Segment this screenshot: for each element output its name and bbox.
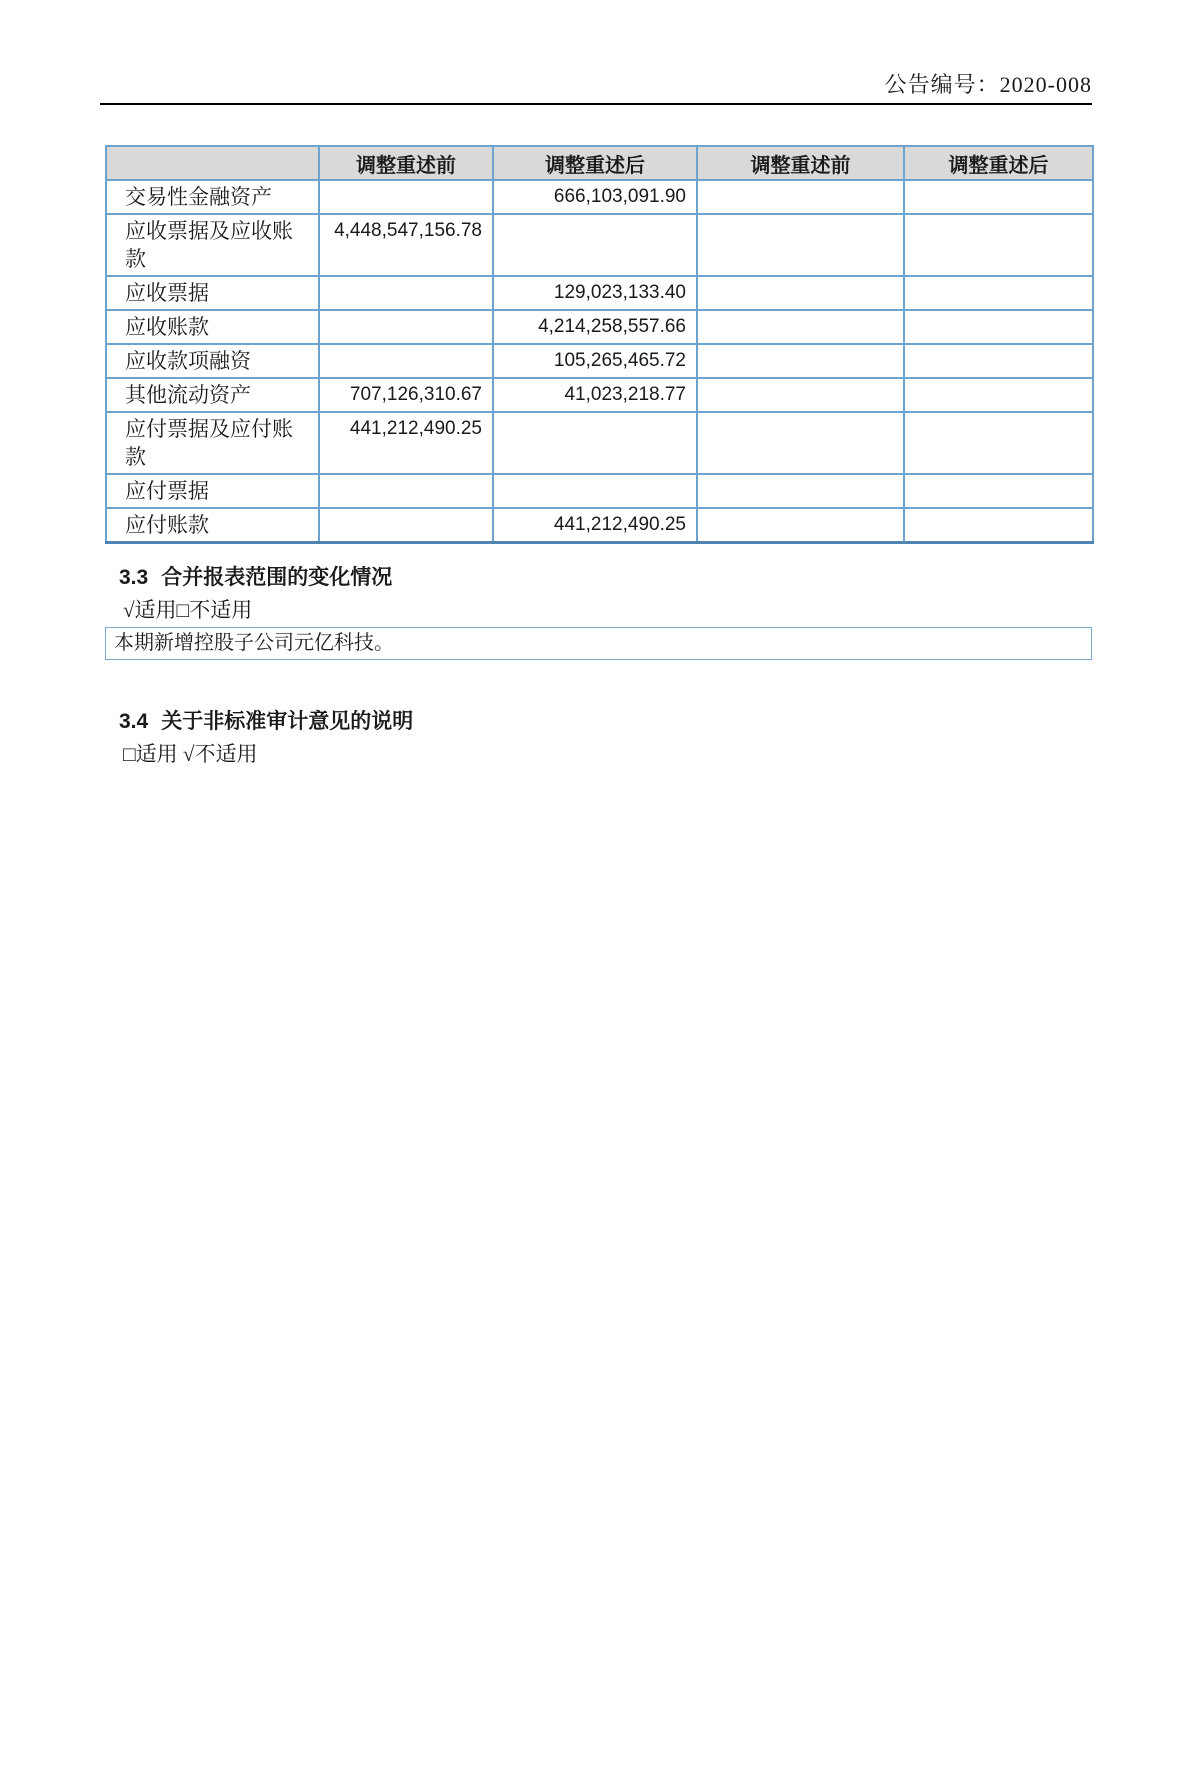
table-row	[106, 474, 1093, 508]
value-cell	[697, 214, 904, 276]
value-cell	[904, 474, 1093, 508]
row-label: 应收款项融资	[106, 344, 319, 378]
value-cell: 105,265,465.72	[493, 344, 697, 378]
value-cell: 41,023,218.77	[493, 378, 697, 412]
value-cell	[319, 180, 493, 214]
row-label: 应付账款	[106, 508, 319, 543]
section-title: 关于非标准审计意见的说明	[161, 710, 414, 733]
row-label: 交易性金融资产	[106, 180, 319, 214]
table-row	[106, 508, 1093, 543]
table-row	[106, 180, 1093, 214]
table-row	[106, 214, 1093, 276]
value-cell	[904, 412, 1093, 474]
header-divider	[100, 103, 1092, 105]
row-label: 应收账款	[106, 310, 319, 344]
value-cell	[319, 344, 493, 378]
value-cell	[697, 378, 904, 412]
document-page	[0, 72, 1200, 1768]
section-3-4	[105, 708, 1092, 768]
value-cell	[319, 310, 493, 344]
value-cell	[319, 276, 493, 310]
restatement-table	[105, 145, 1094, 544]
value-cell	[697, 180, 904, 214]
value-cell	[697, 508, 904, 543]
row-label: 应付票据	[106, 474, 319, 508]
value-cell	[697, 474, 904, 508]
row-label: 应付票据及应付账款	[106, 412, 319, 474]
section-number: 3.4	[119, 710, 149, 733]
announcement-number: 公告编号：2020-008	[884, 72, 1092, 97]
column-header	[106, 146, 319, 180]
applicability-line-3-4: □适用 √不适用	[123, 742, 258, 766]
value-cell	[904, 276, 1093, 310]
column-header: 调整重述前	[697, 146, 904, 180]
table-row	[106, 412, 1093, 474]
section-3-3-heading	[119, 564, 1092, 592]
value-cell	[319, 508, 493, 543]
scope-change-note-box	[105, 627, 1092, 660]
column-header: 调整重述后	[493, 146, 697, 180]
section-title: 合并报表范围的变化情况	[161, 566, 393, 589]
value-cell	[904, 378, 1093, 412]
row-label: 应收票据	[106, 276, 319, 310]
value-cell: 441,212,490.25	[319, 412, 493, 474]
value-cell	[319, 474, 493, 508]
value-cell: 4,214,258,557.66	[493, 310, 697, 344]
column-header: 调整重述前	[319, 146, 493, 180]
value-cell	[493, 214, 697, 276]
value-cell: 4,448,547,156.78	[319, 214, 493, 276]
value-cell	[904, 180, 1093, 214]
value-cell: 129,023,133.40	[493, 276, 697, 310]
row-label: 应收票据及应收账款	[106, 214, 319, 276]
value-cell	[697, 310, 904, 344]
value-cell	[697, 344, 904, 378]
value-cell	[697, 412, 904, 474]
section-3-3	[105, 564, 1092, 660]
table-row	[106, 276, 1093, 310]
header-row	[106, 146, 1093, 180]
table-row	[106, 378, 1093, 412]
table-header-row	[106, 146, 1093, 180]
row-label: 其他流动资产	[106, 378, 319, 412]
value-cell	[493, 412, 697, 474]
section-3-4-heading	[119, 708, 1092, 736]
value-cell	[904, 344, 1093, 378]
section-number: 3.3	[119, 566, 149, 589]
value-cell	[697, 276, 904, 310]
value-cell	[904, 310, 1093, 344]
value-cell	[904, 214, 1093, 276]
value-cell	[904, 508, 1093, 543]
table-row	[106, 344, 1093, 378]
value-cell: 441,212,490.25	[493, 508, 697, 543]
applicability-line-3-3: √适用□不适用	[123, 598, 253, 622]
scope-change-note-text: 本期新增控股子公司元亿科技。	[114, 632, 394, 654]
table-row	[106, 310, 1093, 344]
table-body	[106, 180, 1093, 543]
value-cell: 707,126,310.67	[319, 378, 493, 412]
value-cell	[493, 474, 697, 508]
value-cell: 666,103,091.90	[493, 180, 697, 214]
column-header: 调整重述后	[904, 146, 1093, 180]
